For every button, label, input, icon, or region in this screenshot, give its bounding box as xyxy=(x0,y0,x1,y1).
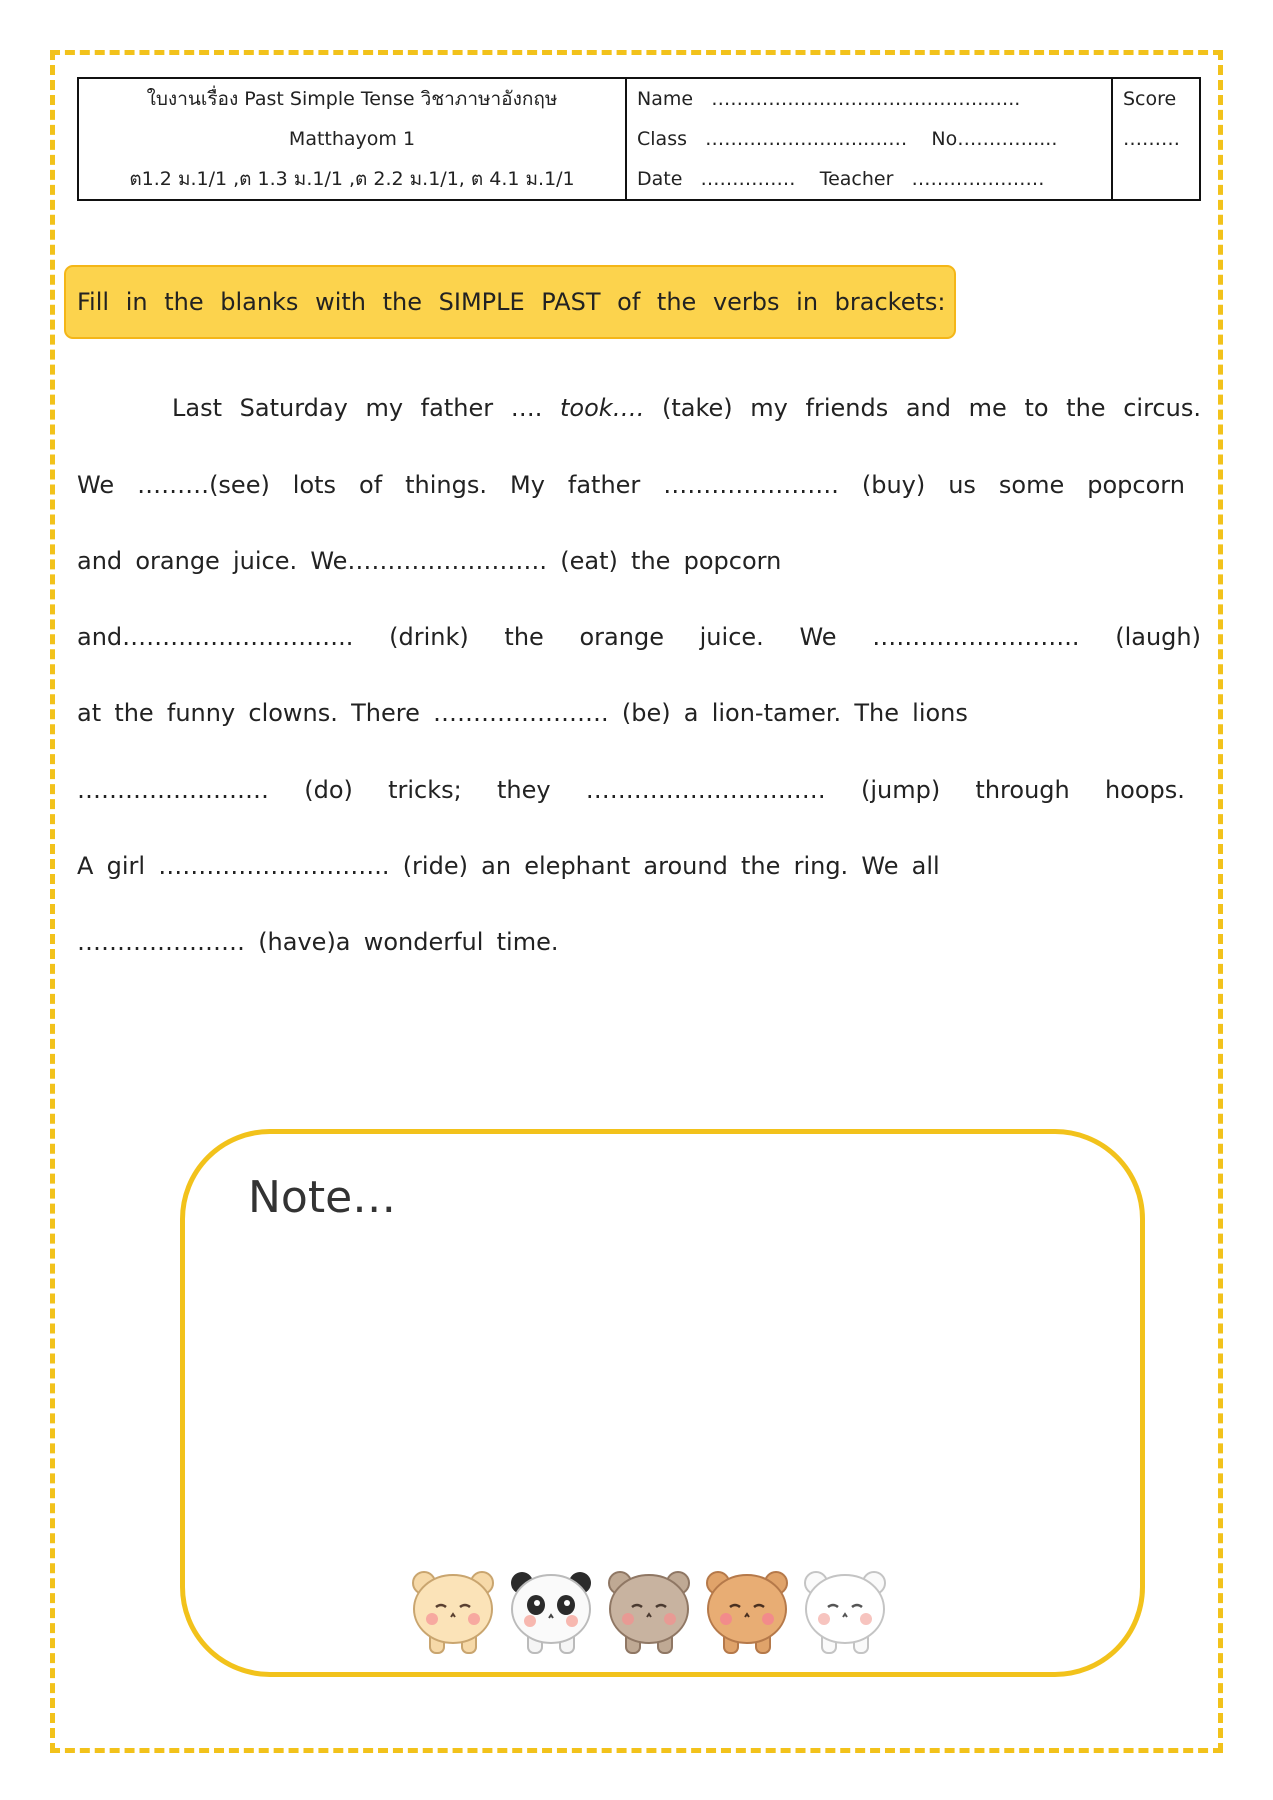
passage-line-8 xyxy=(77,922,1201,962)
passage-word: things. xyxy=(405,471,488,499)
passage-word: friends xyxy=(805,394,889,422)
passage-word: The xyxy=(854,699,899,727)
passage-word[interactable]: …………………. xyxy=(663,471,839,499)
passage-word: to xyxy=(1024,394,1049,422)
passage-word: all xyxy=(911,852,940,880)
passage-line-2 xyxy=(77,465,1185,505)
passage-word: ring. xyxy=(793,852,849,880)
passage-word: us xyxy=(948,471,976,499)
note-title: Note… xyxy=(248,1172,397,1223)
passage-word: There xyxy=(351,699,420,727)
passage-line-1 xyxy=(172,388,1201,428)
passage-word: an xyxy=(481,852,512,880)
passage-line-3 xyxy=(77,541,1201,581)
passage-word: around xyxy=(643,852,728,880)
passage-word: the xyxy=(504,623,544,651)
date-blank: …………… xyxy=(700,168,796,190)
grey-brown-bear-icon xyxy=(606,1565,692,1655)
brown-bear-icon xyxy=(704,1565,790,1655)
passage-word: My xyxy=(509,471,545,499)
passage-word: wonderful xyxy=(363,928,484,956)
passage-word: lion-tamer. xyxy=(711,699,842,727)
passage-word: the xyxy=(631,547,671,575)
passage-word: they xyxy=(496,776,551,804)
passage-word: (take) xyxy=(661,394,733,422)
passage-word[interactable]: ……………………….. xyxy=(158,852,390,880)
passage-word[interactable]: …………………. xyxy=(433,699,609,727)
passage-word: a xyxy=(683,699,699,727)
passage-word: lions xyxy=(912,699,968,727)
passage-word: juice. xyxy=(233,547,298,575)
number-field[interactable]: No………….... xyxy=(931,128,1058,150)
name-blank: ……………………………………..….. xyxy=(711,88,1021,110)
passage-word: A xyxy=(77,852,94,880)
worksheet-title: ใบงานเรื่อง Past Simple Tense วิชาภาษาอังกฤษ xyxy=(146,88,558,110)
passage-word: at xyxy=(77,699,102,727)
date-label: Date xyxy=(637,168,683,190)
panda-bear-icon xyxy=(508,1565,594,1655)
passage-word[interactable]: …. xyxy=(510,394,543,422)
passage-word[interactable]: We……………………. xyxy=(310,547,548,575)
passage-line-7 xyxy=(77,846,1201,886)
passage-word: hoops. xyxy=(1104,776,1185,804)
passage-word[interactable]: ………………… xyxy=(77,928,245,956)
passage-word: lots xyxy=(292,471,337,499)
teacher-label: Teacher xyxy=(819,168,894,190)
passage-word: the xyxy=(741,852,781,880)
passage-word: tricks; xyxy=(388,776,462,804)
passage-line-4 xyxy=(77,617,1201,657)
passage-word: orange xyxy=(579,623,664,651)
student-info-cell xyxy=(626,78,1112,200)
passage-word[interactable]: ………………………… xyxy=(585,776,826,804)
passage-word: through xyxy=(975,776,1070,804)
passage-word: father xyxy=(420,394,494,422)
passage-word: (do) xyxy=(304,776,353,804)
passage-word: Saturday xyxy=(239,394,348,422)
passage-word: We xyxy=(799,623,837,651)
passage-word[interactable]: and……………………….. xyxy=(77,623,354,651)
passage-word[interactable]: …………………… xyxy=(77,776,269,804)
passage-line-6 xyxy=(77,770,1185,810)
class-field[interactable] xyxy=(627,119,1111,159)
passage-word: juice. xyxy=(699,623,764,651)
passage-word: (be) xyxy=(621,699,671,727)
passage-word: girl xyxy=(106,852,146,880)
passage-word: elephant xyxy=(524,852,631,880)
passage-word: father xyxy=(567,471,641,499)
class-label: Class xyxy=(637,128,687,150)
passage-word: my xyxy=(750,394,788,422)
passage-word: popcorn xyxy=(1087,471,1185,499)
white-bear-icon xyxy=(802,1565,888,1655)
name-label: Name xyxy=(637,88,694,110)
passage-word: my xyxy=(365,394,404,422)
passage-word: (eat) xyxy=(560,547,618,575)
passage-word: (drink) xyxy=(389,623,469,651)
passage-word: funny xyxy=(166,699,236,727)
passage-word: clowns. xyxy=(248,699,338,727)
passage-word: and xyxy=(77,547,123,575)
passage-word: (have)a xyxy=(258,928,351,956)
passage-word: Last xyxy=(172,394,222,422)
title-cell xyxy=(78,78,626,200)
passage-word: We xyxy=(77,471,115,499)
grade-level: Matthayom 1 xyxy=(288,128,416,150)
passage-word: the xyxy=(1066,394,1106,422)
class-blank: ……………………..…… xyxy=(705,128,908,150)
score-blank[interactable]: ……… xyxy=(1123,128,1180,150)
passage-word[interactable]: ………(see) xyxy=(137,471,270,499)
passage-word[interactable]: …………………….. xyxy=(872,623,1080,651)
worksheet-header xyxy=(77,77,1201,201)
passage-word: popcorn xyxy=(683,547,782,575)
passage-word: (jump) xyxy=(860,776,941,804)
standards-codes: ต1.2 ม.1/1 ,ต 1.3 ม.1/1 ,ต 2.2 ม.1/1, ต 4.1 ม.1/1 xyxy=(129,168,575,190)
passage-word: of xyxy=(359,471,383,499)
name-field[interactable] xyxy=(627,79,1111,119)
passage-word: (ride) xyxy=(402,852,468,880)
passage-word: (buy) xyxy=(861,471,926,499)
passage-word: and xyxy=(905,394,951,422)
teacher-blank: ………………… xyxy=(911,168,1045,190)
passage-word: me xyxy=(968,394,1007,422)
cream-bear-icon xyxy=(410,1565,496,1655)
instruction-banner: Fill in the blanks with the SIMPLE PAST of the verbs in brackets: xyxy=(64,265,956,339)
score-label: Score xyxy=(1123,88,1177,110)
passage-word: orange xyxy=(135,547,220,575)
passage-word: some xyxy=(998,471,1065,499)
passage-word: time. xyxy=(496,928,559,956)
score-cell xyxy=(1112,78,1200,200)
passage-word: We xyxy=(861,852,899,880)
passage-word: (laugh) xyxy=(1115,623,1201,651)
passage-word: circus. xyxy=(1123,394,1201,422)
date-teacher-field[interactable] xyxy=(627,159,1111,199)
example-answer[interactable]: took…. xyxy=(560,394,645,422)
passage-word: the xyxy=(114,699,154,727)
passage-line-5 xyxy=(77,693,1201,733)
